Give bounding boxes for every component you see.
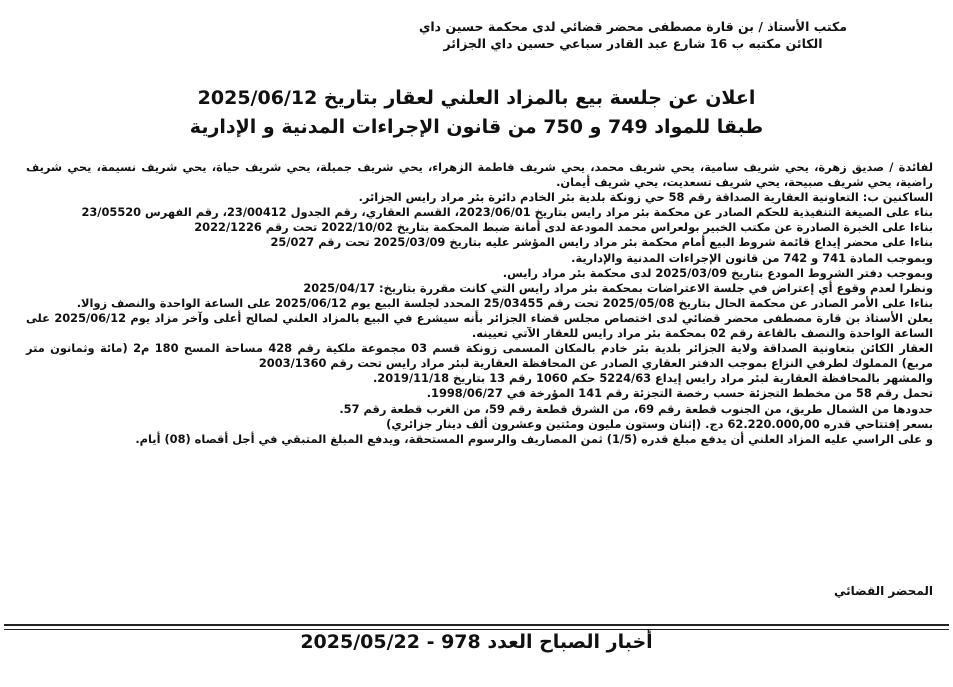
paragraph-residence: الساكنين ب: التعاونية العقارية الصداقة رقم 58 حي زونكة بلدية بئر الخادم دائرة بئر مراد رايس الجزائر. xyxy=(358,190,933,205)
paragraph-payment: و على الراسي عليه المزاد العلني أن يدفع مبلغ قدره (1/5) ثمن المصاريف والرسوم المستحقة، ويدفع المبلغ المتبقي في أجل أقصاه (08) أيام. xyxy=(135,431,933,446)
office-header-line-2: الكائن مكتبه ب 16 شارع عبد القادر سباعي حسين داي الجزائر xyxy=(443,36,823,51)
paragraph-publication: والمشهر بالمحافظة العقارية لبئر مراد رايس إيداع 5224/63 حكم 1060 رقم 13 بتاريخ 2019/11/18. xyxy=(372,371,933,386)
paragraph-judgment: بناء على الصيغة التنفيذية للحكم الصادر عن محكمة بئر مراد رايس بتاريخ 2023/06/01، القسم العقاري، رقم الجدول 23/00412، رقم الفهرس 23/05520 xyxy=(81,205,933,220)
paragraph-objections: ونظرا لعدم وقوع أي إعتراض في جلسة الاعتراضات بمحكمة بئر مراد رايس التي كانت مقررة بتاريخ: 2025/04/17 xyxy=(303,280,933,295)
newspaper-footer: أخبار الصباح العدد 978 - 2025/05/22 xyxy=(300,631,653,653)
office-header xyxy=(353,18,913,52)
paragraph-property: العقار الكائن بتعاونية الصداقة ولاية الجزائر بلدية بئر خادم بالمكان المسمى زونكة قسم 03 مجموعة ملكية رقم 428 مساحة المسح 180 م2 (مائة وثمانون متر مربع) المملوك لطرفي النزاع بموجب الدفتر العقاري الصادر عن المحافظة العقارية لبئر مراد رايس تحت رقم 2003/1360 xyxy=(26,341,933,371)
notice-title-line-1: اعلان عن جلسة بيع بالمزاد العلني لعقار بتاريخ 2025/06/12 xyxy=(197,87,756,109)
paragraph-announcement: يعلن الأستاذ بن قارة مصطفى محضر قضائي لدى اختصاص مجلس قضاء الجزائر بأنه سيشرع في البيع بالمزاد العلني لصالح أعلى وآخر مزاد يوم 2025/06/12 على الساعة الواحدة والنصف بالقاعة رقم 02 بمحكمة بئر مراد رايس للعقار الآتي تعيينه. xyxy=(26,310,934,341)
office-header-line-1: مكتب الأستاذ / بن قارة مصطفى محضر قضائي لدى محكمة حسين داي xyxy=(418,19,848,34)
paragraph-order: بناءا على الأمر الصادر عن محكمة الحال بتاريخ 2025/05/08 تحت رقم 25/03455 المحدد لجلسة البيع يوم 2025/06/12 على الساعة الواحدة والنصف زوالا. xyxy=(76,295,933,310)
notice-title xyxy=(0,84,953,142)
paragraph-subdivision: تحمل رقم 58 من مخطط التجزئة حسب رخصة التجزئة رقم 141 المؤرخة في 1998/06/27. xyxy=(426,386,933,401)
paragraph-specifications: وبموجب دفتر الشروط المودع بتاريخ 2025/03/09 لدى محكمة بئر مراد رايس. xyxy=(502,265,933,280)
paragraph-boundaries: حدودها من الشمال طريق، من الجنوب قطعة رقم 69، من الشرق قطعة رقم 59، من الغرب قطعة رقم 57. xyxy=(339,401,933,416)
paragraph-opening-price: بسعر إفتتاحي قدره 62.220.000,00 دج. (إثنان وستون مليون ومئتين وعشرون ألف دينار جزائري) xyxy=(386,416,933,431)
paragraph-expertise: بناءا على الخبرة الصادرة عن مكتب الخبير بولعراس محمد المودعة لدى أمانة ضبط المحكمة بتاريخ 2022/10/02 تحت رقم 2022/1226 xyxy=(194,220,933,235)
notice-title-line-2: طبقا للمواد 749 و 750 من قانون الإجراءات المدنية و الإدارية xyxy=(189,116,764,138)
notice-body xyxy=(26,160,933,447)
paragraph-conditions-filing: بناءا على محضر إيداع قائمة شروط البيع أمام محكمة بئر مراد رايس المؤشر عليه بتاريخ 2025/03/09 تحت رقم 25/027 xyxy=(270,235,933,250)
paragraph-articles: وبموجب المادة 741 و 742 من قانون الإجراءات المدنية والإدارية. xyxy=(571,250,933,265)
paragraph-beneficiaries: لفائدة / صديق زهرة، يحي شريف سامية، يحي شريف محمد، يحي شريف فاطمة الزهراء، يحي شريف جميلة، يحي شريف حياة، يحي شريف نسيمة، يحي شريف راضية، يحي شريف صبيحة، يحي شريف تسعديت، يحي شريف أيمان. xyxy=(26,160,933,190)
bailiff-signature: المحضر القضائي xyxy=(833,584,933,598)
